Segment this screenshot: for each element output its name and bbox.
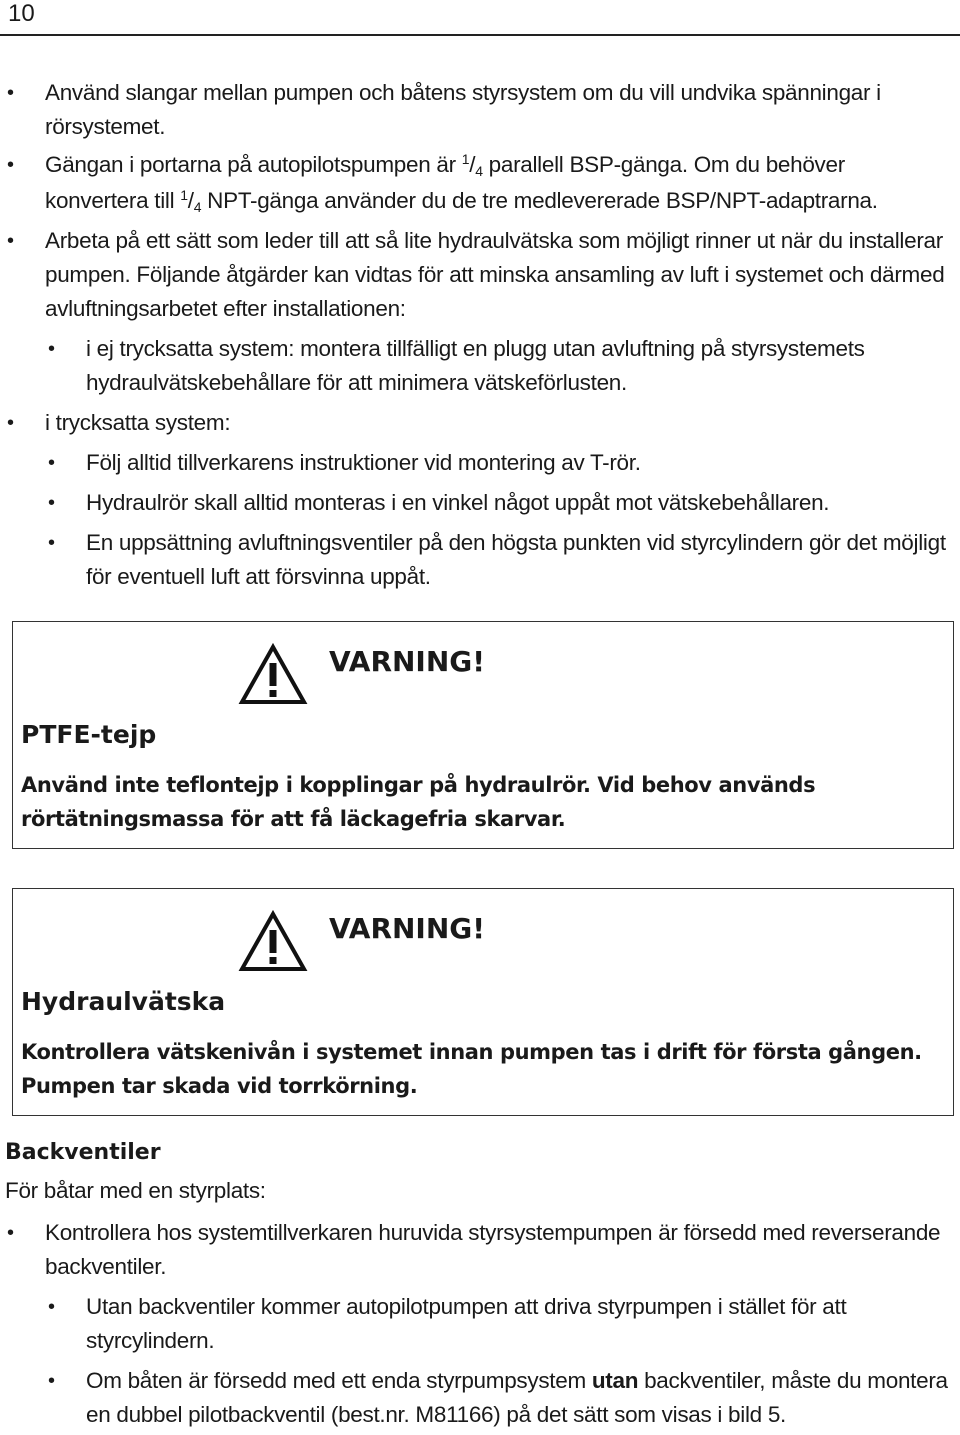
list-item-text: Om båten är försedd med ett enda styrpumpsystem bbox=[86, 1368, 592, 1393]
bullet: • bbox=[7, 154, 14, 176]
header-rule bbox=[0, 34, 960, 36]
warning-box-ptfe bbox=[12, 621, 954, 849]
warning-title: VARNING! bbox=[329, 912, 486, 945]
warning-text: Kontrollera vätskenivån i systemet innan pumpen tas i drift för första gången. Pumpen tar skada vid torrkörning. bbox=[21, 1040, 922, 1098]
warning-triangle-icon bbox=[238, 642, 308, 706]
list-item-text: En uppsättning avluftningsventiler på den högsta punkten vid styrcylindern gör det möjligt för eventuell luft att försvinna uppåt. bbox=[86, 530, 946, 589]
bullet: • bbox=[48, 1370, 55, 1392]
emphasis-text: utan bbox=[591, 1368, 639, 1393]
sub-list-item bbox=[48, 486, 950, 520]
page-number: 10 bbox=[8, 0, 35, 27]
bullet: • bbox=[7, 412, 14, 434]
list-item-text: Följ alltid tillverkarens instruktioner vid montering av T-rör. bbox=[86, 450, 641, 475]
list-item-text: Utan backventiler kommer autopilotpumpen att driva styrpumpen i stället för att styrcylindern. bbox=[86, 1294, 847, 1353]
sub-list-item bbox=[48, 1364, 950, 1432]
bullet: • bbox=[48, 532, 55, 554]
sub-list-item bbox=[48, 332, 950, 400]
list-item-text: i ej trycksatta system: montera tillfälligt en plugg utan avluftning på styrsystemets hydraulvätskebehållare för att minimera vätskeförlusten. bbox=[86, 336, 865, 395]
warning-box-hydraulvatska bbox=[12, 888, 954, 1116]
sub-list-item bbox=[48, 446, 950, 480]
list-item-text: parallell BSP-gänga. Om du behöver konvertera till bbox=[45, 152, 845, 213]
list-item bbox=[7, 406, 950, 440]
bullet: • bbox=[7, 1222, 14, 1244]
warning-subject: PTFE-tejp bbox=[21, 720, 157, 749]
section-heading-backventiler: Backventiler bbox=[5, 1140, 161, 1165]
list-item-text: Hydraulrör skall alltid monteras i en vinkel något uppåt mot vätskebehållaren. bbox=[86, 490, 830, 515]
bullet: • bbox=[48, 1296, 55, 1318]
list-item-text: NPT-gänga använder du de tre medlevererade BSP/NPT-adaptrarna. bbox=[201, 188, 878, 213]
fraction-slash: / bbox=[187, 188, 194, 213]
bullet: • bbox=[48, 452, 55, 474]
list-item bbox=[7, 148, 950, 220]
list-item-text: i trycksatta system: bbox=[45, 410, 231, 435]
list-item-text: Använd slangar mellan pumpen och båtens styrsystem om du vill undvika spänningar i rörsystemet. bbox=[45, 80, 881, 139]
section-intro: För båtar med en styrplats: bbox=[5, 1178, 266, 1203]
warning-title: VARNING! bbox=[329, 645, 486, 678]
warning-text: Använd inte teflontejp i kopplingar på hydraulrör. Vid behov används rörtätningsmassa för att få läckagefria skarvar. bbox=[21, 773, 816, 831]
sub-list-item bbox=[48, 526, 950, 594]
fraction-denominator: 4 bbox=[193, 199, 202, 215]
list-item bbox=[7, 1216, 950, 1284]
fraction-numerator: 1 bbox=[461, 151, 470, 167]
bullet: • bbox=[7, 230, 14, 252]
warning-triangle-icon bbox=[238, 909, 308, 973]
fraction-slash: / bbox=[469, 152, 476, 177]
warning-subject: Hydraulvätska bbox=[21, 987, 226, 1016]
list-item bbox=[7, 224, 950, 326]
bullet: • bbox=[48, 338, 55, 360]
list-item bbox=[7, 76, 950, 144]
list-item-text: Arbeta på ett sätt som leder till att så lite hydraulvätska som möjligt rinner ut när du installerar pumpen. Följande åtgärder kan vidtas för att minska ansamling av luft i systemet och därmed avluftningsarbetet efter installationen: bbox=[45, 228, 945, 321]
bullet: • bbox=[7, 82, 14, 104]
bullet: • bbox=[48, 492, 55, 514]
fraction-numerator: 1 bbox=[180, 187, 188, 203]
sub-list-item bbox=[48, 1290, 950, 1358]
list-item-text: Gängan i portarna på autopilotspumpen är bbox=[45, 152, 462, 177]
list-item-text: backventiler, måste du montera en dubbel pilotbackventil (best.nr. M81166) på det sätt som visas i bild 5. bbox=[86, 1368, 948, 1427]
list-item-text: Kontrollera hos systemtillverkaren huruvida styrsystempumpen är försedd med reverserande backventiler. bbox=[45, 1220, 941, 1279]
fraction-denominator: 4 bbox=[475, 163, 483, 179]
